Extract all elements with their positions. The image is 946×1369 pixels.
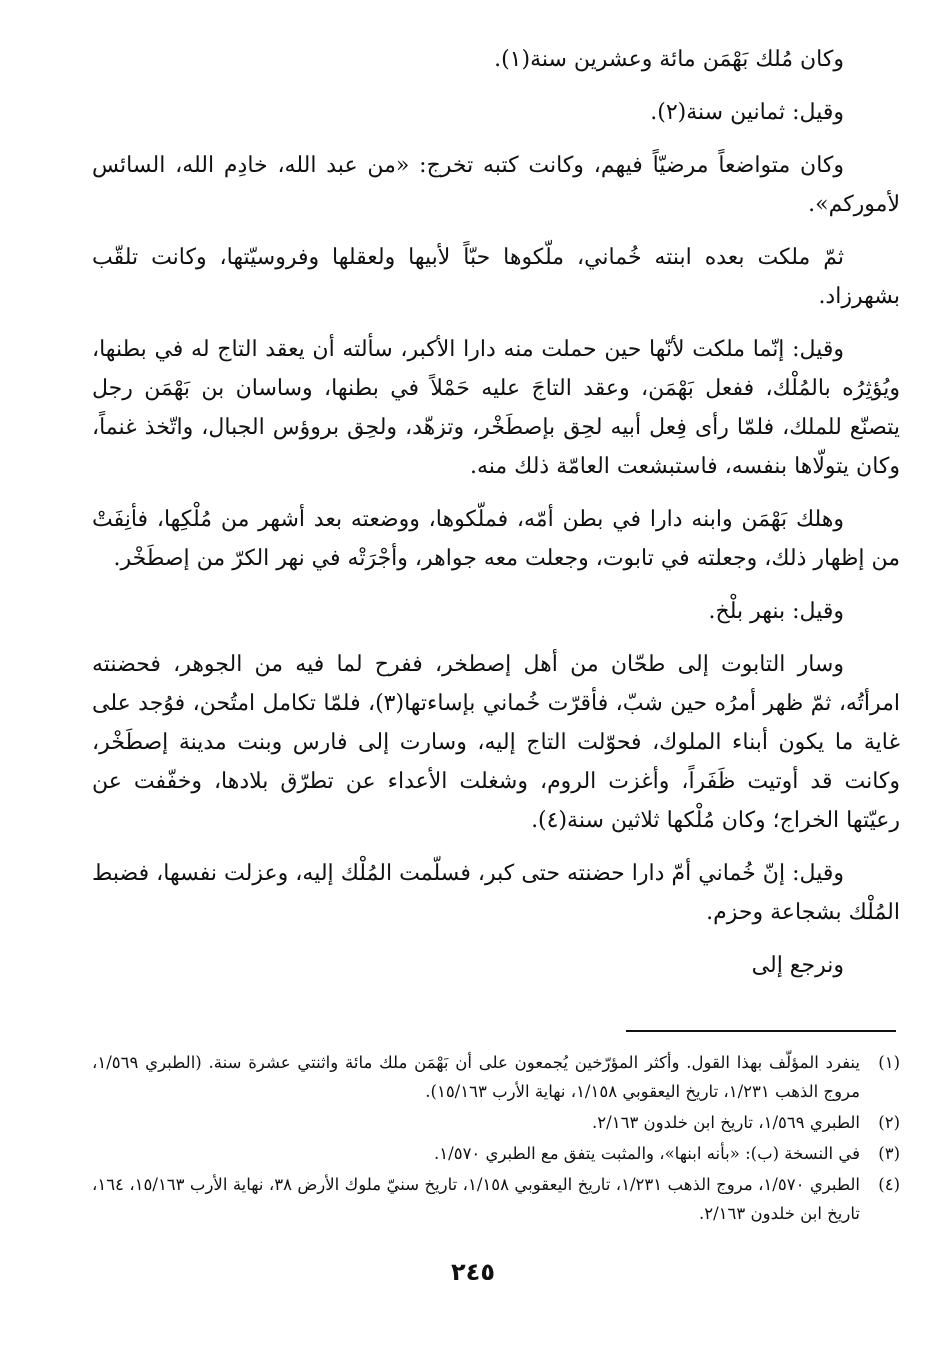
footnote-separator (626, 1030, 896, 1032)
paragraph-8: وسار التابوت إلى طحّان من أهل إصطخر، ففرح لما فيه من الجوهر، فحضنته امرأتُه، ثمّ ظهر أمرُه حين شبّ، فأقرّت خُماني بإساءتها(٣)، فلمّا تكامل امتُحن، فوُجد على غاية ما يكون أبناء الملوك، فحوّلت التاج إليه، وسارت إلى فارس وبنت مدينة إصطَخْر، وكانت قد أوتيت ظَفَراً، وأغزت الروم، وشغلت الأعداء عن تطرّق بلادها، وخفّفت عن رعيّتها الخراج؛ وكان مُلْكها ثلاثين سنة(٤). (92, 652, 900, 833)
footnote-text: الطبري ١/٥٦٩، تاريخ ابن خلدون ٢/١٦٣. (592, 1113, 860, 1132)
footnote-text: الطبري ١/٥٧٠، مروج الذهب ١/٢٣١، تاريخ اليعقوبي ١/١٥٨، تاريخ سنيّ ملوك الأرض ٣٨، نهاية الأرب ١٥/١٦٣، ١٦٤، تاريخ ابن خلدون ٢/١٦٣. (92, 1175, 860, 1223)
page-number: ٢٤٥ (451, 1258, 495, 1286)
footnote-2 (92, 1108, 900, 1137)
footnote-3 (92, 1139, 900, 1168)
footnote-text: في النسخة (ب): «بأنه ابنها»، والمثبت يتفق مع الطبري ١/٥٧٠. (434, 1144, 860, 1163)
paragraph-5: وقيل: إنّما ملكت لأنّها حين حملت منه دارا الأكبر، سألته أن يعقد التاج له في بطنها، ويُؤثِرُه بالمُلْك، ففعل بَهْمَن، وعقد التاجَ عليه حَمْلاً في بطنها، وساسان بن بَهْمَن رجل يتصنّع للملك، فلمّا رأى فِعل أبيه لحِق بإصطَخْر، وتزهّد، ولحِق بروؤس الجبال، واتّخذ غنماً، وكان يتولّاها بنفسه، فاستبشعت العامّة ذلك منه. (92, 337, 900, 479)
footnote-number: (٢) (878, 1113, 900, 1132)
paragraph-6: وهلك بَهْمَن وابنه دارا في بطن أمّه، فملّكوها، ووضعته بعد أشهر من مُلْكِها، فأنِفَتْ من إظهار ذلك، وجعلته في تابوت، وجعلت معه جواهر، وأجْرَتْه في نهر الكرّ من إصطَخْر. (92, 507, 900, 571)
footnote-4 (92, 1170, 900, 1228)
footnotes (92, 1048, 900, 1230)
paragraph-9: وقيل: إنّ خُماني أمّ دارا حضنته حتى كبر، فسلّمت المُلْك إليه، وعزلت نفسها، فضبط المُلْك بشجاعة وحزم. (92, 861, 900, 925)
footnote-number: (٤) (878, 1175, 900, 1194)
footnote-1 (92, 1048, 900, 1106)
main-text (92, 40, 900, 985)
trailing-line: ونرجع إلى (751, 953, 844, 978)
footnote-text: ينفرد المؤلّف بهذا القول. وأكثر المؤرّخين يُجمعون على أن بَهْمَن ملك مائة واثنتي عشرة سنة. (الطبري ١/٥٦٩، مروج الذهب ١/٢٣١، تاريخ اليعقوبي ١/١٥٨، نهاية الأرب ١٥/١٦٣). (92, 1053, 860, 1101)
paragraph-4: ثمّ ملكت بعده ابنته خُماني، ملّكوها حبّاً لأبيها ولعقلها وفروسيّتها، وكانت تلقّب بشهرزاد. (92, 245, 900, 309)
footnote-number: (٣) (878, 1144, 900, 1163)
paragraph-1: وكان مُلك بَهْمَن مائة وعشرين سنة(١). (494, 47, 844, 72)
paragraph-2: وقيل: ثمانين سنة(٢). (650, 100, 844, 125)
paragraph-3: وكان متواضعاً مرضيّاً فيهم، وكانت كتبه تخرج: «من عبد الله، خادِم الله، السائس لأموركم». (92, 153, 900, 217)
paragraph-7: وقيل: بنهر بلْخ. (708, 599, 844, 624)
footnote-number: (١) (878, 1053, 900, 1072)
